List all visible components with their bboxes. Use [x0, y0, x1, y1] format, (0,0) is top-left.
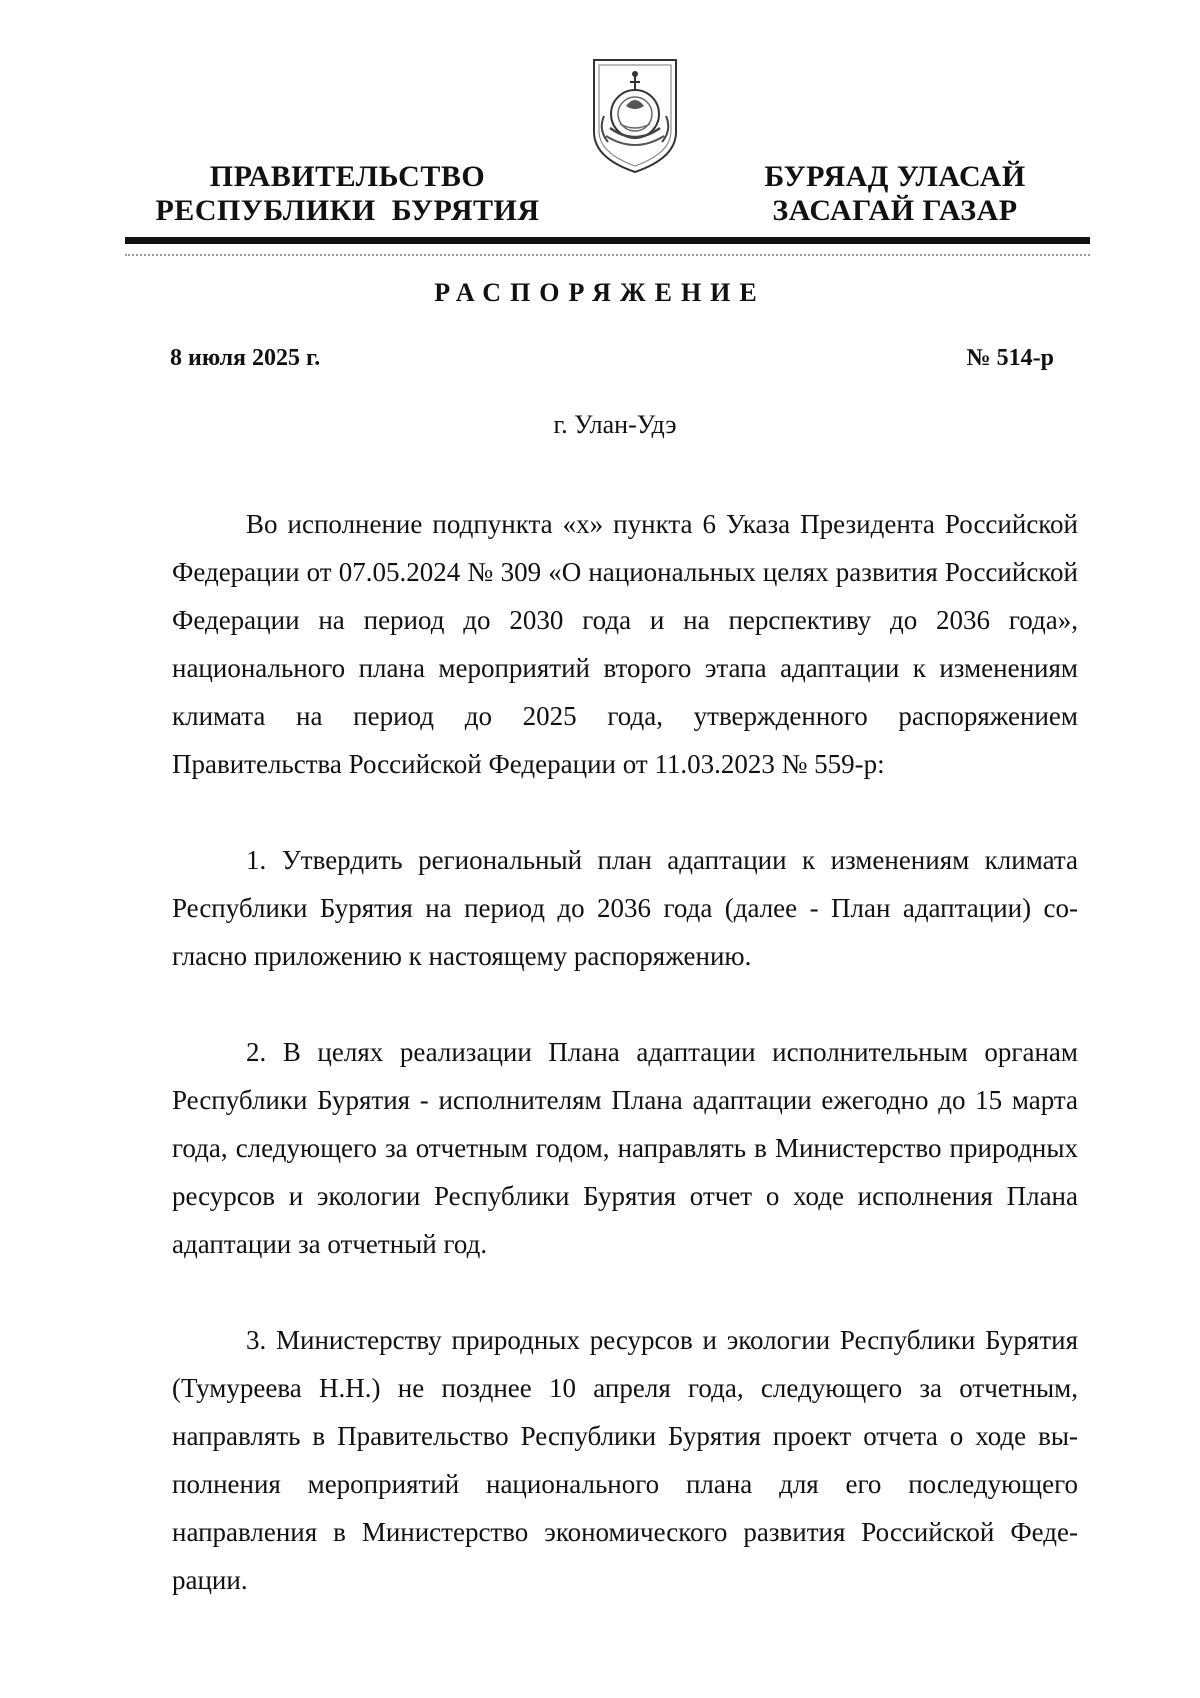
government-name-buryat-line1: БУРЯАД УЛАСАЙ — [764, 160, 1026, 193]
government-name-line2: РЕСПУБЛИКИ БУРЯТИЯ — [155, 194, 540, 227]
item-1-paragraph: 1. Утвердить региональный план адаптации к изменениям климата Республики Бурятия на период до 2036 года (далее - План адаптации) согласно приложению к настоящему распоряжению. — [172, 845, 1078, 971]
preamble-paragraph: Во исполнение подпункта «х» пункта 6 Указа Президента Российской Федерации от 07.05.2024 № 309 «О национальных целях развития Российской Федерации на период до 2030 года и на перспективу до 2036 года», национального плана мероприятий второго этапа адаптации к изменениям климата на период до 2025 года, утвержденного распоряжением Правительства Российской Федерации от 11.03.2023 № 559-р: — [172, 509, 1078, 779]
item-3-paragraph: 3. Министерству природных ресурсов и экологии Республики Бурятия (Тумуреева Н.Н.) не позднее 10 апреля года, следующего за отчетным, направлять в Правительство Республики Бурятия проект отчета о ходе выполнения мероприятий национального плана для его последующего направления в Министерство экономического развития Российской Федерации. — [172, 1325, 1078, 1595]
document-city: г. Улан-Удэ — [553, 410, 677, 439]
coat-of-arms-icon — [590, 54, 680, 176]
header-divider-thick — [125, 237, 1090, 244]
government-name-buryat-line2: ЗАСАГАЙ ГАЗАР — [772, 194, 1018, 227]
document-number: № 514-р — [966, 345, 1054, 371]
government-name-russian — [155, 160, 540, 228]
header-divider-thin — [125, 254, 1090, 256]
government-name-buryat — [735, 160, 1055, 228]
item-2-paragraph: 2. В целях реализации Плана адаптации исполнительным органам Республики Бурятия - исполнителям Плана адаптации ежегодно до 15 марта года, следующего за отчетным годом, направлять в Министерство природных ресурсов и экологии Республики Бурятия отчет о ходе исполнения Плана адаптации за отчетный год. — [172, 1037, 1078, 1259]
document-date: 8 июля 2025 г. — [170, 345, 321, 371]
government-name-line1: ПРАВИТЕЛЬСТВО — [209, 160, 486, 193]
document-body — [172, 500, 1078, 1652]
document-type-title: РАСПОРЯЖЕНИЕ — [434, 278, 766, 307]
